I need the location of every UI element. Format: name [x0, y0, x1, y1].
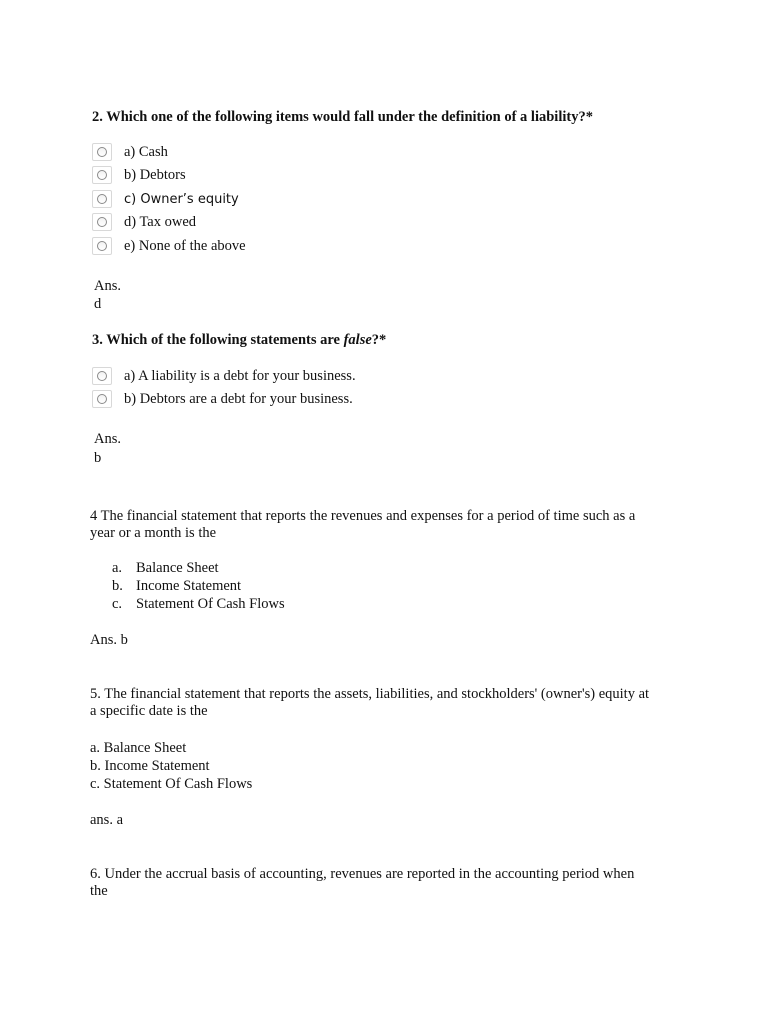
option-label: a) A liability is a debt for your business. [124, 367, 356, 384]
q2-option-a[interactable] [92, 141, 168, 163]
q5-choices [90, 740, 252, 794]
q6-line-2: the [90, 883, 108, 899]
radio-button[interactable] [92, 190, 112, 208]
q2-option-c[interactable] [92, 188, 239, 210]
q3-answer-label: Ans. [94, 431, 121, 447]
option-label: b) Debtors [124, 166, 186, 183]
radio-icon [97, 147, 107, 157]
radio-button[interactable] [92, 143, 112, 161]
q3-option-a[interactable] [92, 365, 356, 387]
radio-icon [97, 241, 107, 251]
list-text: Statement Of Cash Flows [136, 596, 285, 612]
option-label: b) Debtors are a debt for your business. [124, 390, 353, 407]
q3-title-pre: 3. Which of the following statements are [92, 332, 344, 348]
q5-line-2: a specific date is the [90, 703, 208, 719]
question-2-title: 2. Which one of the following items would fall under the definition of a liability?* [92, 109, 593, 125]
q2-option-e[interactable] [92, 235, 246, 257]
q3-title-emphasis: false [343, 332, 372, 348]
q4-answer: Ans. b [90, 632, 128, 648]
q3-answer-value: b [94, 450, 102, 466]
q4-line-2: year or a month is the [90, 525, 217, 541]
radio-icon [97, 394, 107, 404]
radio-button[interactable] [92, 237, 112, 255]
list-text: Income Statement [136, 578, 242, 594]
option-label: c) Owner’s equity [124, 191, 239, 207]
question-5-text [90, 686, 649, 720]
question-6-text [90, 866, 634, 900]
q3-option-b[interactable] [92, 388, 353, 410]
option-label: d) Tax owed [124, 213, 197, 230]
radio-icon [97, 217, 107, 227]
radio-icon [97, 371, 107, 381]
list-item [112, 578, 285, 596]
q6-line-1: 6. Under the accrual basis of accounting, revenues are reported in the accounting period when [90, 866, 635, 882]
list-marker: c. [112, 596, 123, 612]
q5-answer: ans. a [90, 812, 124, 828]
option-label: a) Cash [124, 143, 168, 160]
question-4-text [90, 508, 635, 542]
list-item: c. Statement Of Cash Flows [90, 776, 253, 792]
q4-choices [112, 560, 285, 614]
radio-button[interactable] [92, 213, 112, 231]
radio-button[interactable] [92, 166, 112, 184]
radio-button[interactable] [92, 390, 112, 408]
q2-answer-value: d [94, 296, 102, 312]
list-text: Balance Sheet [136, 560, 219, 576]
q2-answer-label: Ans. [94, 278, 121, 294]
option-label: e) None of the above [124, 237, 246, 254]
radio-icon [97, 194, 107, 204]
q2-option-b[interactable] [92, 164, 186, 186]
radio-icon [97, 170, 107, 180]
q2-option-d[interactable] [92, 211, 196, 233]
list-item: b. Income Statement [90, 758, 210, 774]
q5-line-1: 5. The financial statement that reports the assets, liabilities, and stockholders' (owner's) equity at [90, 686, 650, 702]
list-marker: a. [112, 560, 123, 576]
list-item: a. Balance Sheet [90, 740, 187, 756]
list-marker: b. [112, 578, 123, 594]
q3-title-post: ?* [371, 332, 387, 348]
q4-line-1: 4 The financial statement that reports the revenues and expenses for a period of time such as a [90, 508, 636, 524]
list-item [112, 560, 285, 578]
list-item [112, 596, 285, 614]
radio-button[interactable] [92, 367, 112, 385]
question-3-title [92, 332, 386, 349]
